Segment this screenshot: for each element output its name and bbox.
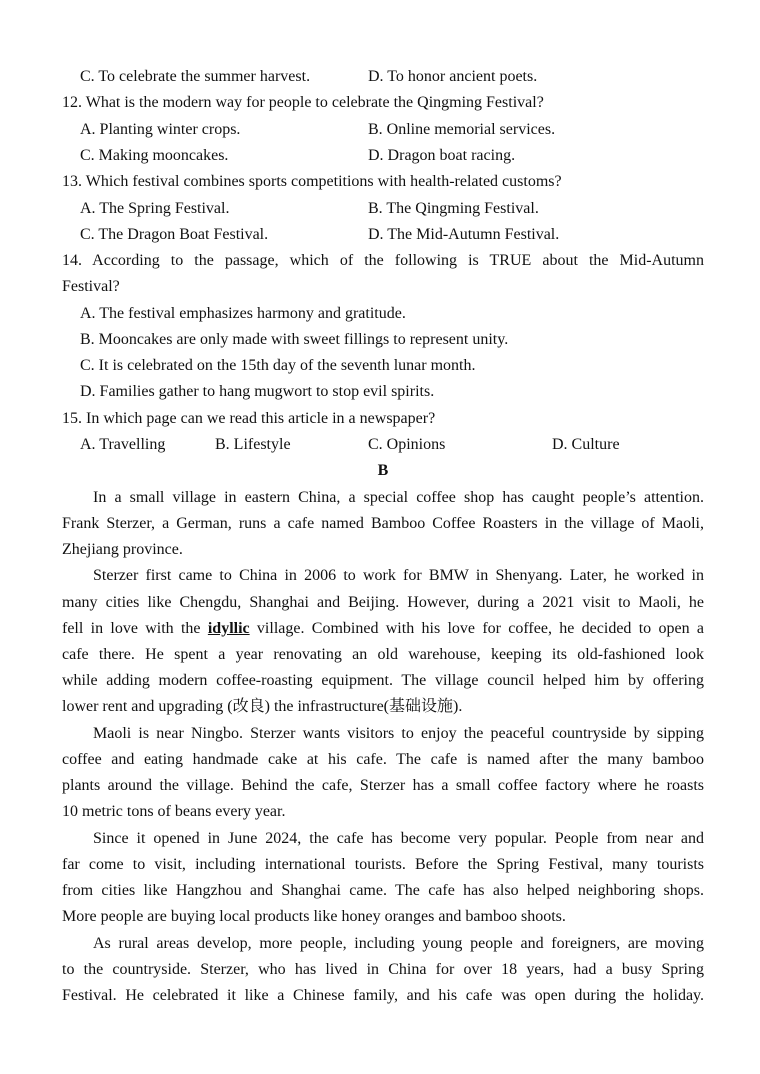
q12-option-a[interactable]: A. Planting winter crops. bbox=[80, 121, 241, 138]
passage-line: coffee and eating handmade cake at his cafe. The cafe is named after the many bamboo bbox=[62, 751, 704, 768]
q11-option-c[interactable]: C. To celebrate the summer harvest. bbox=[80, 68, 311, 85]
q12-option-c[interactable]: C. Making mooncakes. bbox=[80, 147, 229, 164]
q15-option-d[interactable]: D. Culture bbox=[552, 436, 620, 453]
q12-option-d[interactable]: D. Dragon boat racing. bbox=[368, 147, 516, 164]
q15-option-a[interactable]: A. Travelling bbox=[80, 436, 166, 453]
passage-line: Sterzer first came to China in 2006 to work for BMW in Shenyang. Later, he worked in bbox=[93, 567, 704, 584]
q11-option-d[interactable]: D. To honor ancient poets. bbox=[368, 68, 538, 85]
underlined-word-idyllic[interactable]: idyllic bbox=[207, 620, 250, 637]
passage-line: Festival. He celebrated it like a Chinese family, and his cafe was open during the holiday. bbox=[62, 987, 704, 1004]
section-b-heading: B bbox=[377, 462, 389, 479]
passage-line: Zhejiang province. bbox=[62, 541, 183, 558]
q13-option-b[interactable]: B. The Qingming Festival. bbox=[368, 200, 539, 217]
passage-line: More people are buying local products like honey oranges and bamboo shoots. bbox=[62, 908, 566, 925]
q14-option-d[interactable]: D. Families gather to hang mugwort to stop evil spirits. bbox=[80, 383, 435, 400]
passage-line: cafe there. He spent a year renovating an old warehouse, keeping its old-fashioned look bbox=[62, 646, 704, 663]
q12-option-b[interactable]: B. Online memorial services. bbox=[368, 121, 556, 138]
q15-option-c[interactable]: C. Opinions bbox=[368, 436, 446, 453]
passage-text: fell in love with the bbox=[62, 620, 208, 637]
q14-option-b[interactable]: B. Mooncakes are only made with sweet fillings to represent unity. bbox=[80, 331, 509, 348]
passage-line: Maoli is near Ningbo. Sterzer wants visitors to enjoy the peaceful countryside by sipping bbox=[93, 725, 704, 742]
q14-question-line1: 14. According to the passage, which of the following is TRUE about the Mid-Autumn bbox=[62, 252, 704, 269]
q12-question: 12. What is the modern way for people to celebrate the Qingming Festival? bbox=[62, 94, 544, 111]
q13-option-a[interactable]: A. The Spring Festival. bbox=[80, 200, 230, 217]
q15-question: 15. In which page can we read this article in a newspaper? bbox=[62, 410, 436, 427]
q13-question: 13. Which festival combines sports competitions with health-related customs? bbox=[62, 173, 562, 190]
q13-option-d[interactable]: D. The Mid-Autumn Festival. bbox=[368, 226, 560, 243]
passage-line: many cities like Chengdu, Shanghai and Beijing. However, during a 2021 visit to Maoli, he bbox=[62, 594, 704, 611]
q14-option-a[interactable]: A. The festival emphasizes harmony and gratitude. bbox=[80, 305, 406, 322]
passage-line: Frank Sterzer, a German, runs a cafe named Bamboo Coffee Roasters in the village of Maoli, bbox=[62, 515, 704, 532]
passage-line: As rural areas develop, more people, including young people and foreigners, are moving bbox=[93, 935, 704, 952]
passage-text: village. Combined with his love for coffee, he decided to open a bbox=[249, 620, 704, 637]
passage-line: In a small village in eastern China, a special coffee shop has caught people’s attention. bbox=[93, 489, 704, 506]
q13-option-c[interactable]: C. The Dragon Boat Festival. bbox=[80, 226, 269, 243]
passage-line: plants around the village. Behind the cafe, Sterzer has a small coffee factory where he roasts bbox=[62, 777, 704, 794]
passage-line: Since it opened in June 2024, the cafe has become very popular. People from near and bbox=[93, 830, 704, 847]
passage-line: while adding modern coffee-roasting equipment. The village council helped him by offering bbox=[62, 672, 704, 689]
q14-question-line2: Festival? bbox=[62, 278, 120, 295]
passage-line: lower rent and upgrading (改良) the infrastructure(基础设施). bbox=[62, 698, 463, 715]
passage-line: far come to visit, including international tourists. Before the Spring Festival, many tourists bbox=[62, 856, 704, 873]
passage-line: from cities like Hangzhou and Shanghai came. The cafe has also helped neighboring shops. bbox=[62, 882, 704, 899]
q15-option-b[interactable]: B. Lifestyle bbox=[215, 436, 291, 453]
passage-line: 10 metric tons of beans every year. bbox=[62, 803, 286, 820]
q14-option-c[interactable]: C. It is celebrated on the 15th day of the seventh lunar month. bbox=[80, 357, 476, 374]
passage-line: to the countryside. Sterzer, who has lived in China for over 18 years, had a busy Spring bbox=[62, 961, 704, 978]
passage-line-idyllic bbox=[62, 619, 704, 639]
